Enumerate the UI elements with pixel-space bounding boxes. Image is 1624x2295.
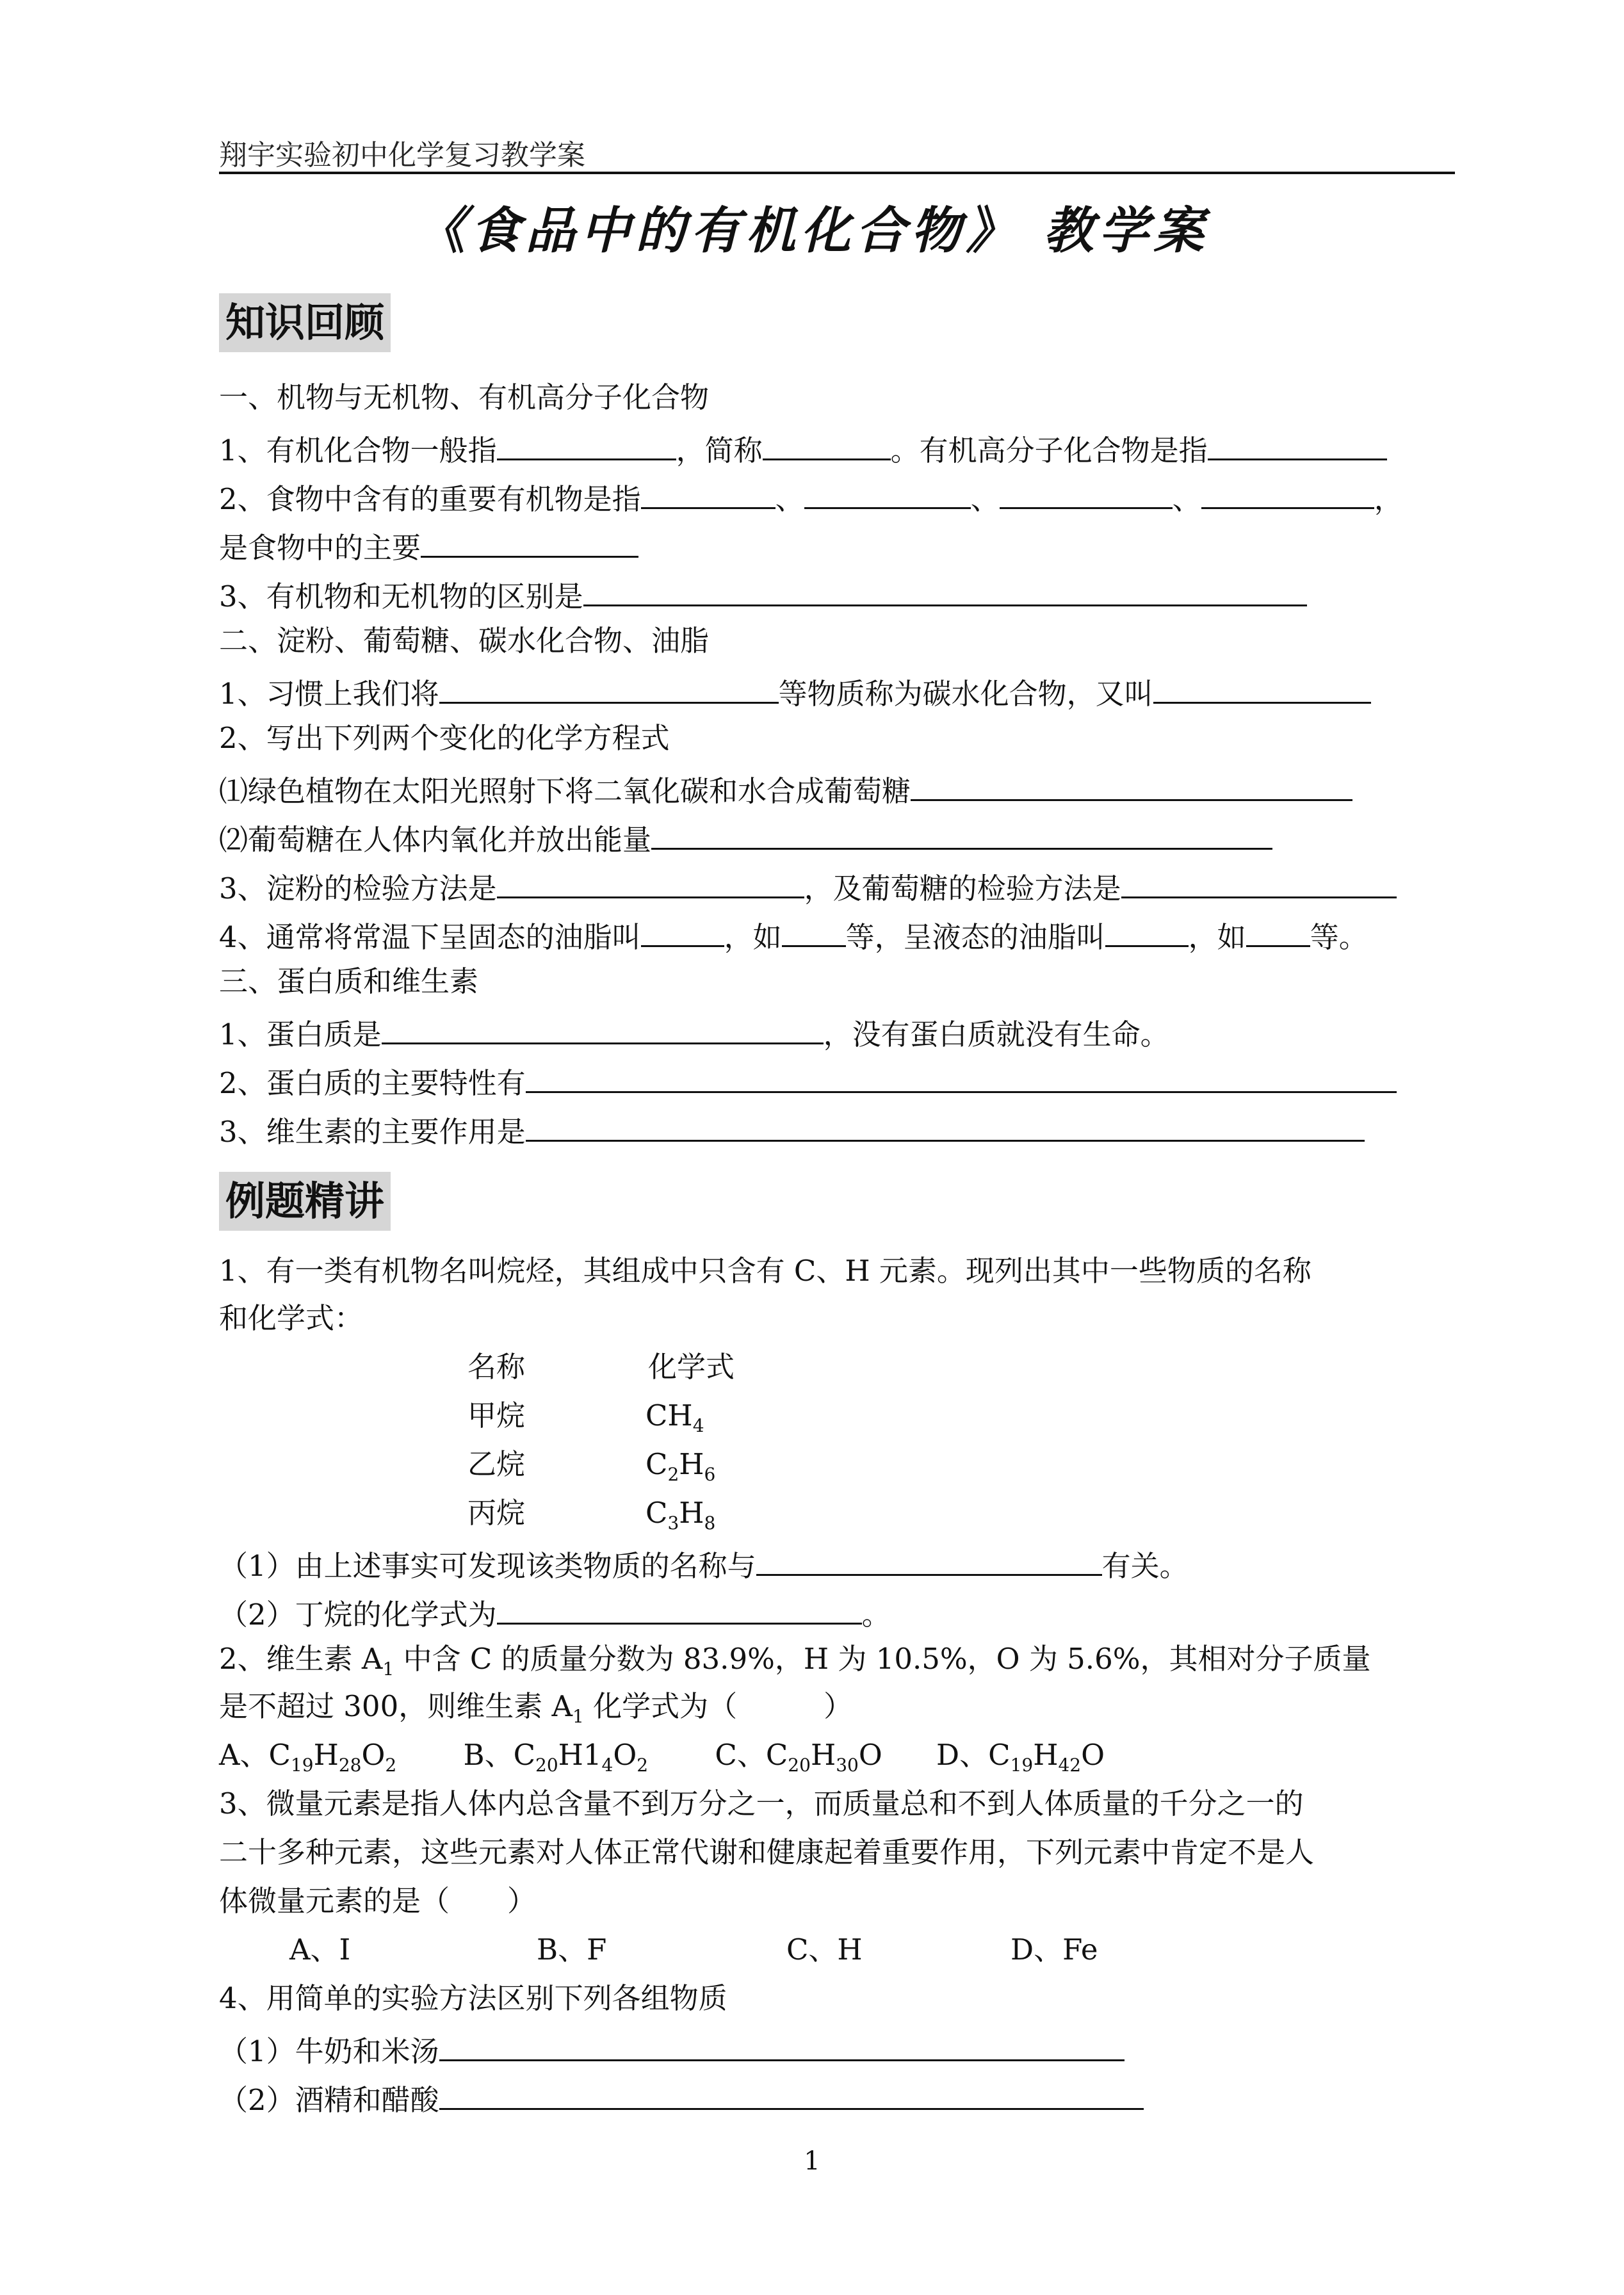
line-12: 4、通常将常温下呈固态的油脂叫 ，如 等，呈液态的油脂叫 ，如 等。 <box>219 914 1368 956</box>
line-2: 1、有机化合物一般指 ，简称 。有机高分子化合物是指 <box>219 428 1387 469</box>
line-15: 2、蛋白质的主要特性有 <box>219 1060 1397 1102</box>
q2-option-b: B、$C_{20}H1_4O_2$ <box>463 1738 649 1776</box>
line-1: 一、机物与无机物、有机高分子化合物 <box>219 380 710 414</box>
row2-formula: $C_2H_6$ <box>646 1447 716 1485</box>
document-title: 《食品中的有机化合物》 教学案 <box>415 202 1209 260</box>
line-6: 二、淀粉、葡萄糖、碳水化合物、油脂 <box>219 624 710 658</box>
q3-option-c: C、H <box>786 1933 863 1967</box>
page-number: 1 <box>804 2146 820 2176</box>
line-16: 3、维生素的主要作用是 <box>219 1109 1365 1151</box>
q2-line-b: 是不超过 300，则维生素 $A_1$ 化学式为（ ） <box>219 1689 853 1727</box>
line-9: ⑴绿色植物在太阳光照射下将二氧化碳和水合成葡萄糖 <box>219 768 1352 810</box>
line-3: 2、食物中含有的重要有机物是指 、 、 、 ， <box>219 476 1403 518</box>
row3-name: 丙烷 <box>467 1496 526 1530</box>
table-header-name: 名称 <box>467 1350 526 1384</box>
q2-options <box>219 1737 1105 1774</box>
header-rule <box>219 172 1455 174</box>
q2-line-a: 2、维生素 $A_1$ 中含 C 的质量分数为 83.9%，H 为 10.5%，O 为 5.6%，其相对分子质量 <box>219 1642 1371 1680</box>
row1-name: 甲烷 <box>467 1399 526 1432</box>
row1-formula: $CH_4$ <box>646 1399 704 1436</box>
q4-part2: （2）酒精和醋酸 <box>219 2077 1144 2119</box>
line-7: 1、习惯上我们将 等物质称为碳水化合物，又叫 <box>219 671 1371 713</box>
row2-name: 乙烷 <box>467 1447 526 1481</box>
q2-option-a: A、$C_{19}H_{28}O_2$ <box>219 1738 397 1776</box>
line-5: 3、有机物和无机物的区别是 <box>219 574 1307 615</box>
q1-line-a: 1、有一类有机物名叫烷烃，其组成中只含有 C、H 元素。现列出其中一些物质的名称 <box>219 1254 1311 1288</box>
line-10: ⑵葡萄糖在人体内氧化并放出能量 <box>219 817 1272 859</box>
q3-line-b: 二十多种元素，这些元素对人体正常代谢和健康起着重要作用，下列元素中肯定不是人 <box>219 1835 1315 1869</box>
q1-part2: （2）丁烷的化学式为 。 <box>219 1592 891 1634</box>
q2-option-c: C、$C_{20}H_{30}O$ <box>715 1738 882 1776</box>
section-heading-examples: 例题精讲 <box>219 1172 391 1231</box>
line-11: 3、淀粉的检验方法是 ，及葡萄糖的检验方法是 <box>219 866 1397 907</box>
row3-formula: $C_3H_8$ <box>646 1496 716 1534</box>
q1-line-b: 和化学式： <box>219 1301 364 1335</box>
table-header-formula: 化学式 <box>648 1350 735 1384</box>
line-4: 是食物中的主要 <box>219 525 638 567</box>
q4-part1: （1）牛奶和米汤 <box>219 2029 1125 2070</box>
q3-option-a: A、I <box>289 1933 351 1967</box>
line-13: 三、蛋白质和维生素 <box>219 964 479 998</box>
q1-part1: （1）由上述事实可发现该类物质的名称与 有关。 <box>219 1543 1189 1585</box>
q2-option-d: D、$C_{19}H_{42}O$ <box>936 1738 1105 1776</box>
q3-option-b: B、F <box>537 1933 607 1967</box>
line-14: 1、蛋白质是 ，没有蛋白质就没有生命。 <box>219 1012 1169 1053</box>
running-header: 翔宇实验初中化学复习教学案 <box>219 139 585 172</box>
q3-line-a: 3、微量元素是指人体内总含量不到万分之一，而质量总和不到人体质量的千分之一的 <box>219 1787 1304 1821</box>
q3-line-c: 体微量元素的是（ ） <box>219 1884 537 1918</box>
q3-option-d: D、Fe <box>1011 1933 1098 1967</box>
section-heading-review: 知识回顾 <box>219 293 391 352</box>
line-8: 2、写出下列两个变化的化学方程式 <box>219 721 670 755</box>
q4-line: 4、用简单的实验方法区别下列各组物质 <box>219 1981 727 2015</box>
